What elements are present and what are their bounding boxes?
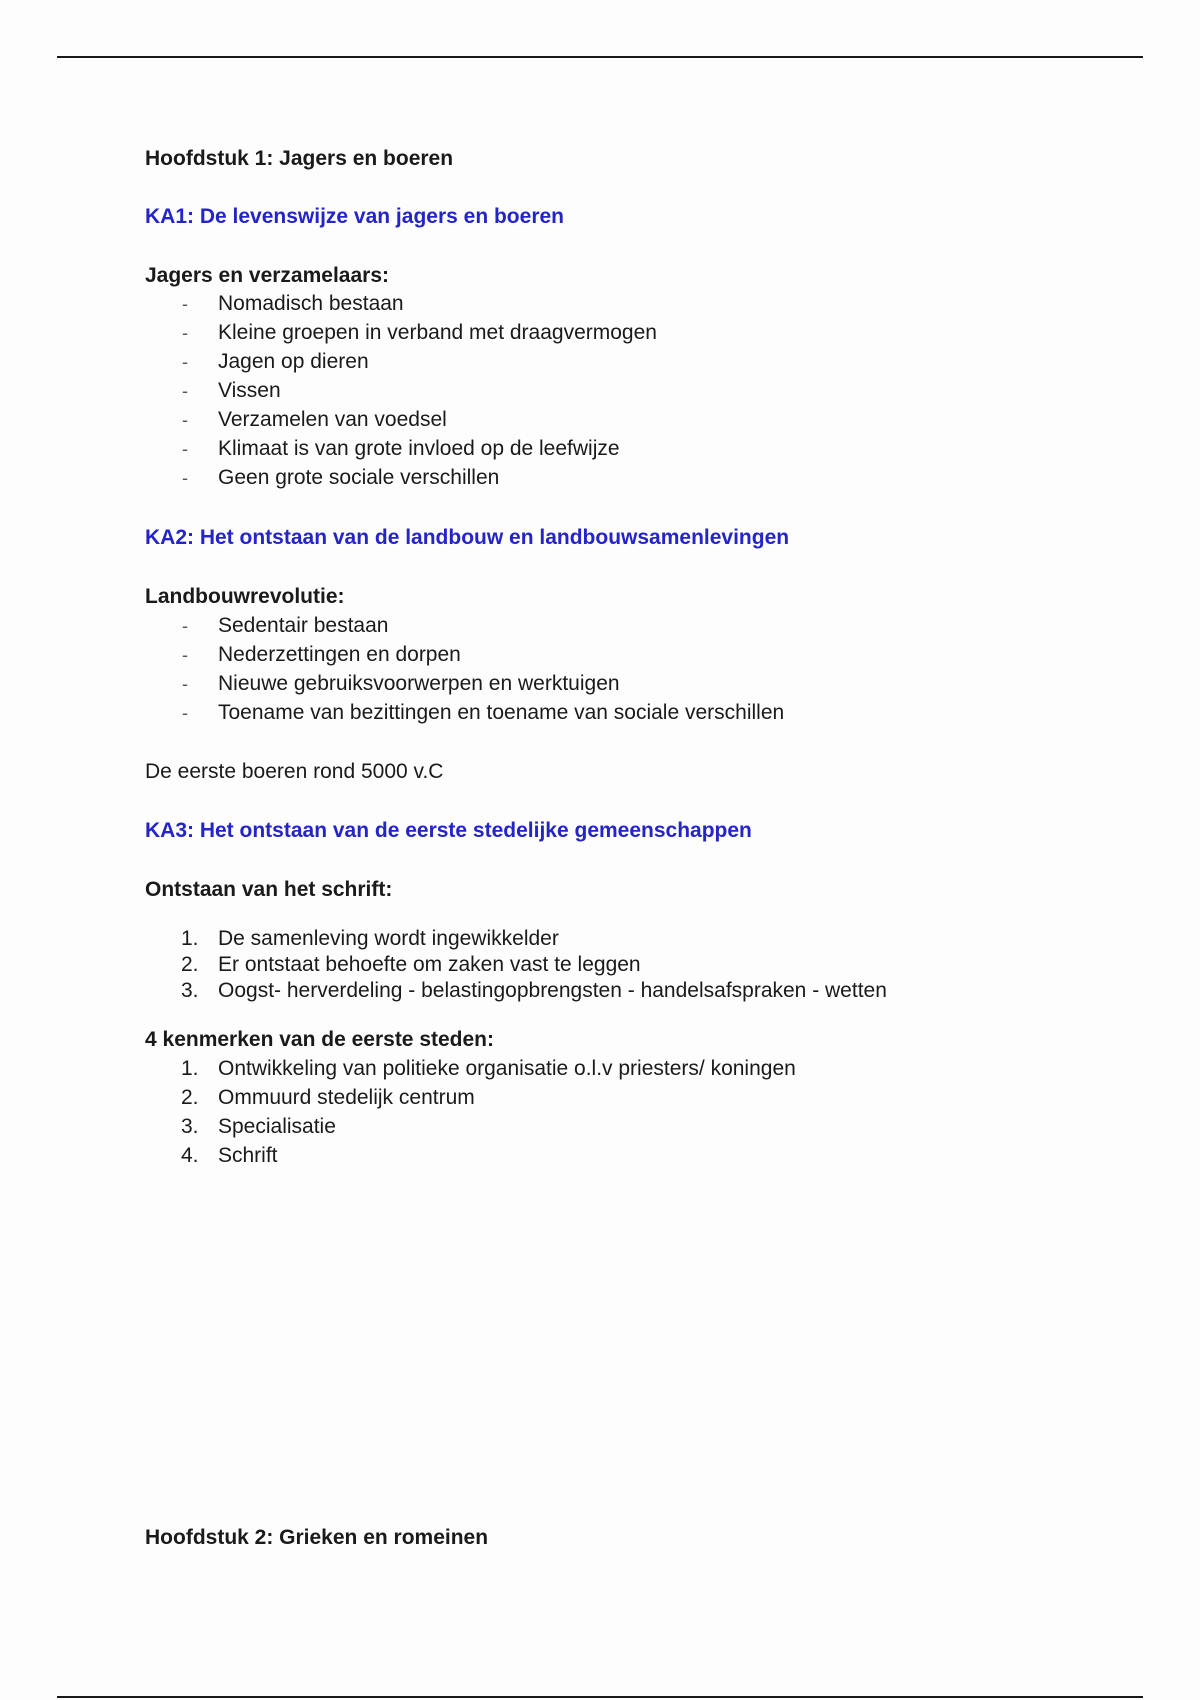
chapter-2-title: Hoofdstuk 2: Grieken en romeinen xyxy=(145,1526,489,1549)
ka1-subheading: Jagers en verzamelaars: xyxy=(145,264,389,287)
ka3-title: KA3: Het ontstaan van de eerste stedelijke gemeenschappen xyxy=(145,819,752,842)
cities-subheading: 4 kenmerken van de eerste steden: xyxy=(145,1028,495,1051)
ka1-title: KA1: De levenswijze van jagers en boeren xyxy=(145,205,564,228)
writing-subheading: Ontstaan van het schrift: xyxy=(145,878,393,901)
top-rule xyxy=(57,56,1143,58)
ka2-subheading: Landbouwrevolutie: xyxy=(145,585,345,608)
bottom-rule xyxy=(57,1696,1143,1698)
ka2-title: KA2: Het ontstaan van de landbouw en landbouwsamenlevingen xyxy=(145,526,790,549)
ka2-note: De eerste boeren rond 5000 v.C xyxy=(145,760,444,783)
chapter-1-title: Hoofdstuk 1: Jagers en boeren xyxy=(145,147,454,170)
